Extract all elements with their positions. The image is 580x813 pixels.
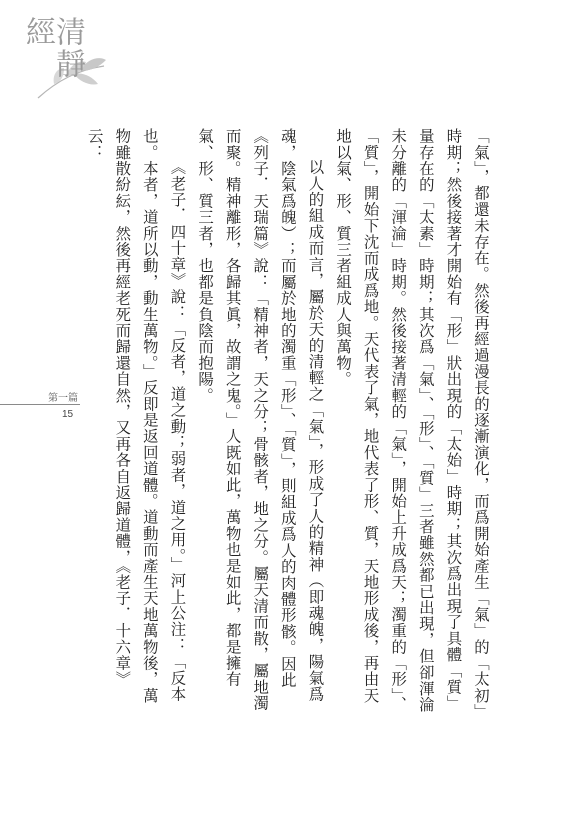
footer-divider [0,404,80,405]
book-logo [18,10,108,105]
paragraph-3: 《老子．四十章》說：「反者，道之動；弱者，道之用。」河上公注：「反本也。本者，道所以動，動生萬物。」反即是返回道體。道動而產生天地萬物後，萬物雖散紛紜，然後再經老死而歸還自然，又再各自返歸道體，《老子．十六章》云： [85,128,187,704]
vertical-text-body [74,128,494,718]
paragraph-1: 「氣」，都還未存在。然後再經過漫長的逐漸演化，而爲開始產生「氣」的「太初」時期；然後接著才開始有「形」狀出現的「太始」時期；其次爲出現了具體「質」量存在的「太素」時期；其次爲「氣」、「形」、「質」三者雖然都已出現，但卻渾淪未分離的「渾淪」時期。然後接著清輕的「氣」，開始上升成爲天；濁重的「形」、「質」，開始下沈而成爲地。天代表了氣，地代表了形、質，天地形成後，再由天地以氣、形、質三者組成人與萬物。 [334,128,490,713]
paragraph-2: 以人的組成而言，屬於天的清輕之「氣」，形成了人的精神（即魂魄，陽氣爲魂，陰氣爲魄）；而屬於地的濁重「形」、「質」，則組成爲人的肉體形骸。因此《列子．天瑞篇》說：「精神者，天之分；骨骸者，地之分。屬天清而散，屬地濁而聚。精神離形，各歸其眞，故謂之鬼。」人既如此，萬物也是如此，都是擁有氣、形、質三者，也都是負陰而抱陽。 [196,128,325,712]
chapter-label: 第一篇 [48,393,78,404]
logo-title [20,16,85,105]
logo-text: 清靜經 [20,16,85,80]
page-number: 15 [62,409,74,420]
